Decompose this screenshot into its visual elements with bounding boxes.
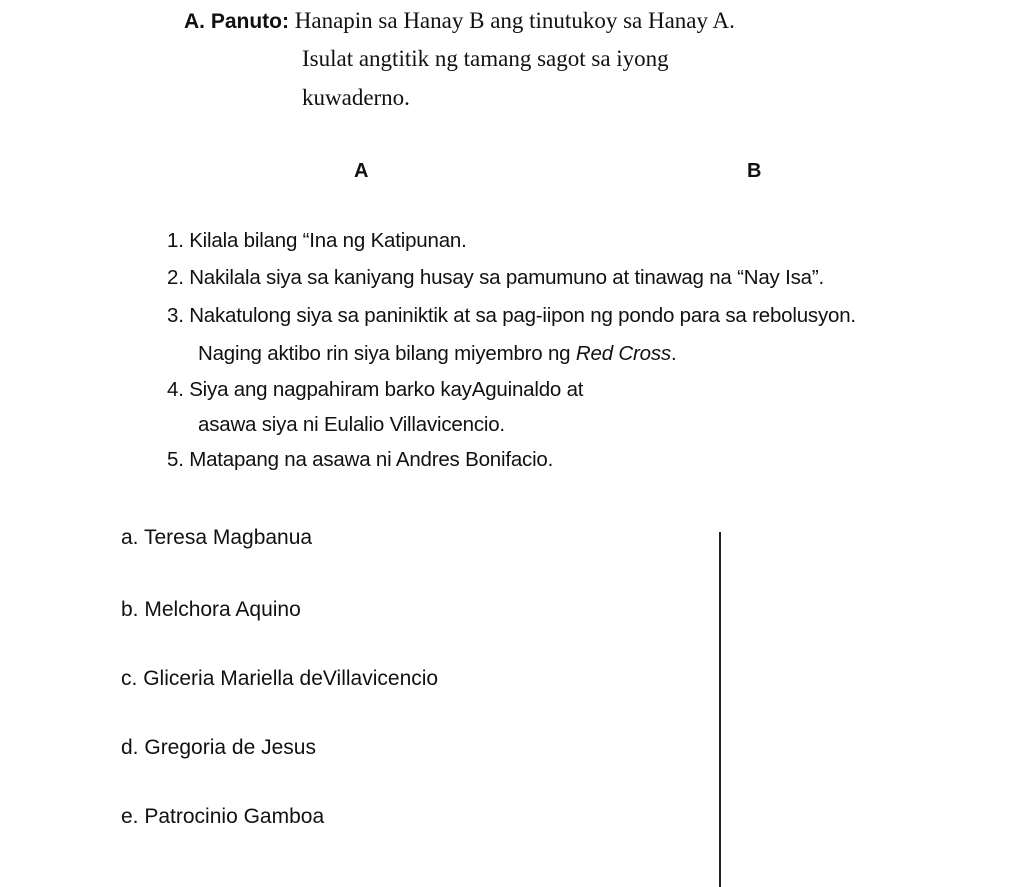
instructions-text-1: Hanapin sa Hanay B ang tinutukoy sa Hanay A.	[294, 8, 735, 33]
hanay-a-item-3	[167, 304, 856, 328]
hanay-b-choice-b	[121, 598, 301, 622]
choice-name: Melchora Aquino	[144, 598, 301, 621]
choice-letter: b.	[121, 598, 139, 621]
hanay-b-choice-c	[121, 667, 438, 691]
vertical-divider	[719, 532, 721, 887]
choice-name: Patrocinio Gamboa	[144, 805, 325, 828]
item-number: 5.	[167, 448, 184, 471]
item-number: 2.	[167, 266, 184, 289]
hanay-a-item-1	[167, 229, 467, 253]
instructions-label: A. Panuto:	[184, 10, 289, 33]
hanay-a-item-3-continuation	[198, 342, 676, 366]
column-a-header: A	[354, 160, 369, 182]
choice-name: Teresa Magbanua	[143, 526, 313, 549]
item-text: Naging aktibo rin siya bilang miyembro ng	[198, 342, 576, 365]
instructions-line-1	[184, 8, 735, 34]
hanay-b-choice-e	[121, 805, 324, 829]
choice-letter: d.	[121, 736, 139, 759]
item-text: Kilala bilang “Ina ng Katipunan.	[189, 229, 467, 252]
choice-name: Gliceria Mariella deVillavicencio	[143, 667, 439, 690]
item-number: 1.	[167, 229, 184, 252]
item-text: Matapang na asawa ni Andres Bonifacio.	[189, 448, 554, 471]
hanay-b-choice-a	[121, 526, 312, 550]
instructions-line-2: Isulat angtitik ng tamang sagot sa iyong	[302, 46, 669, 71]
hanay-a-item-4-continuation: asawa siya ni Eulalio Villavicencio.	[198, 413, 505, 436]
item-text: Nakatulong siya sa paniniktik at sa pag-iipon ng pondo para sa rebolusyon.	[189, 304, 856, 327]
item-number: 3.	[167, 304, 184, 327]
instructions-line-3: kuwaderno.	[302, 85, 410, 110]
item-text: Nakilala siya sa kaniyang husay sa pamumuno at tinawag na “Nay Isa”.	[189, 266, 824, 289]
hanay-b-choice-d	[121, 736, 316, 760]
hanay-a-item-4	[167, 378, 583, 402]
choice-name: Gregoria de Jesus	[144, 736, 316, 759]
hanay-a-item-5	[167, 448, 553, 472]
choice-letter: c.	[121, 667, 138, 690]
choice-letter: a.	[121, 526, 139, 549]
item-number: 4.	[167, 378, 184, 401]
hanay-a-item-2	[167, 266, 824, 290]
item-text-italic: Red Cross	[575, 342, 671, 365]
choice-letter: e.	[121, 805, 139, 828]
item-text: .	[670, 342, 677, 365]
column-b-header: B	[747, 160, 762, 182]
item-text: Siya ang nagpahiram barko kayAguinaldo at	[189, 378, 584, 401]
